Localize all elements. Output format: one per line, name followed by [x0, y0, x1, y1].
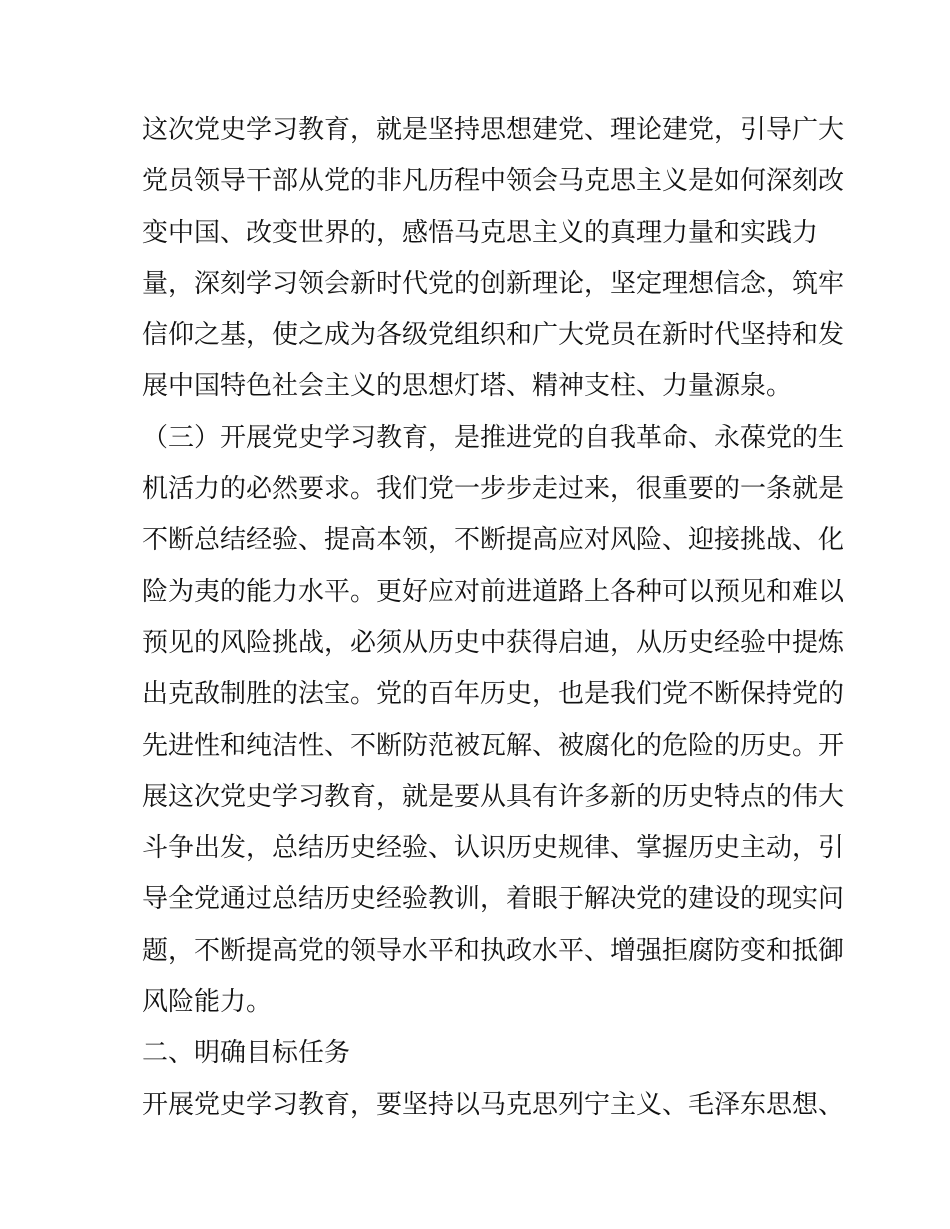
- text-line: 斗争出发，总结历史经验、认识历史规律、掌握历史主动，引: [142, 833, 845, 864]
- text-line: 题，不断提高党的领导水平和执政水平、增强拒腐防变和抵御: [142, 935, 845, 966]
- text-line: 导全党通过总结历史经验教训，着眼于解决党的建设的现实问: [142, 884, 845, 915]
- text-line: 开展党史学习教育，要坚持以马克思列宁主义、毛泽东思想、: [142, 1089, 845, 1120]
- text-line: 展中国特色社会主义的思想灯塔、精神支柱、力量源泉。: [142, 371, 793, 402]
- text-line: 出克敌制胜的法宝。党的百年历史，也是我们党不断保持党的: [142, 679, 845, 710]
- text-line: 先进性和纯洁性、不断防范被瓦解、被腐化的危险的历史。开: [142, 730, 845, 761]
- text-line: 不断总结经验、提高本领，不断提高应对风险、迎接挑战、化: [142, 525, 845, 556]
- text-line: 险为夷的能力水平。更好应对前进道路上各种可以预见和难以: [142, 576, 845, 607]
- text-line: 预见的风险挑战，必须从历史中获得启迪，从历史经验中提炼: [142, 627, 845, 658]
- text-line: （三）开展党史学习教育，是推进党的自我革命、永葆党的生: [142, 422, 845, 453]
- text-line: 党员领导干部从党的非凡历程中领会马克思主义是如何深刻改: [142, 166, 845, 197]
- section-heading: 二、明确目标任务: [142, 1038, 351, 1069]
- text-line: 信仰之基，使之成为各级党组织和广大党员在新时代坚持和发: [142, 320, 845, 351]
- text-line: 风险能力。: [142, 987, 273, 1018]
- text-line: 变中国、改变世界的，感悟马克思主义的真理力量和实践力: [142, 217, 819, 248]
- document-body: [142, 105, 845, 1131]
- text-line: 机活力的必然要求。我们党一步步走过来，很重要的一条就是: [142, 474, 845, 505]
- text-line: 展这次党史学习教育，就是要从具有许多新的历史特点的伟大: [142, 781, 845, 812]
- text-line: 量，深刻学习领会新时代党的创新理论，坚定理想信念，筑牢: [142, 268, 845, 299]
- text-line: 这次党史学习教育，就是坚持思想建党、理论建党，引导广大: [142, 115, 845, 145]
